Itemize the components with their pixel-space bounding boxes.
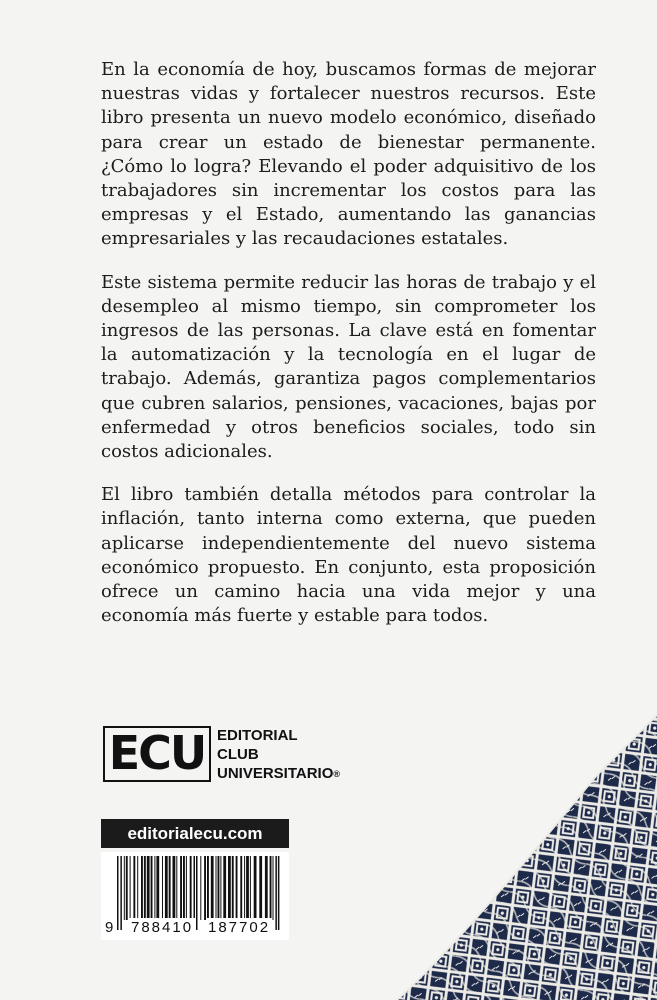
barcode-bar: [223, 856, 226, 920]
barcode-bar: [126, 856, 128, 920]
isbn-right-group: 187702: [208, 919, 271, 936]
publisher-name: [217, 726, 340, 784]
fabric-pattern-decoration: [397, 715, 657, 1000]
barcode-bar: [141, 856, 143, 920]
barcode-bar: [273, 856, 274, 920]
barcode-bar: [169, 856, 171, 920]
barcode-bar: [137, 856, 138, 920]
barcode-bar: [183, 856, 185, 920]
registered-mark: ®: [333, 769, 341, 779]
publisher-line-2: CLUB: [217, 746, 259, 763]
paragraph-3: El libro también detalla métodos para controlar la inflación, tanto interna como externa, que pueden aplicarse independientemente del nuevo sistema económico propuesto. En conjunto, esta proposición ofrece un camino hacia una vida mejor y una economía más fuerte y estable para todos.: [101, 484, 596, 627]
paragraph-1: En la economía de hoy, buscamos formas de mejorar nuestras vidas y fortalecer nuestros recursos. Este libro presenta un nuevo modelo económico, diseñado para crear un estado de bienestar permanente. ¿Cómo lo logra? Elevando el poder adquisitivo de los trabajadores sin incrementar los costos para las empresas y el Estado, aumentando las ganancias empresariales y las recaudaciones estatales.: [101, 59, 596, 250]
isbn-barcode: [101, 852, 289, 940]
barcode-bar: [165, 856, 168, 920]
barcode-bar: [156, 856, 159, 920]
barcode-bar: [218, 856, 220, 920]
barcode-bar: [120, 856, 122, 930]
publisher-line-1: EDITORIAL: [217, 727, 298, 744]
barcode-bar: [133, 856, 135, 920]
barcode-bar: [236, 856, 238, 920]
barcode-bar: [278, 856, 280, 930]
barcode-bar: [232, 856, 234, 920]
back-cover-text: [101, 58, 596, 647]
barcode-bar: [254, 856, 257, 920]
barcode-bar: [200, 856, 201, 920]
barcode-bar: [204, 856, 206, 920]
barcode-bar: [190, 856, 192, 920]
barcode-bar: [186, 856, 187, 920]
barcode-bar: [240, 856, 242, 920]
barcode-bar: [117, 856, 119, 930]
barcode-bar: [265, 856, 268, 920]
barcode-bar: [162, 856, 163, 920]
barcode-bar: [154, 856, 155, 920]
barcode-bar: [228, 856, 231, 920]
barcode-bar: [207, 856, 209, 920]
barcode-bar: [211, 856, 214, 920]
barcode-bar: [246, 856, 249, 920]
barcode-bar: [176, 856, 177, 920]
barcode-bar: [259, 856, 262, 920]
isbn-first-digit: 9: [105, 919, 114, 936]
paragraph-2: Este sistema permite reducir las horas de trabajo y el desempleo al mismo tiempo, sin comprometer los ingresos de las personas. La clave está en fomentar la automatización y la tecnología en el lugar de trabajo. Además, garantiza pagos complementarios que cubren salarios, pensiones, vacaciones, bajas por enfermedad y otros beneficios sociales, todo sin costos adicionales.: [101, 271, 596, 463]
barcode-bar: [151, 856, 153, 920]
barcode-bar: [173, 856, 176, 920]
publisher-website: editorialecu.com: [101, 819, 289, 848]
barcode-bar: [130, 856, 131, 920]
barcode-bar: [216, 856, 217, 920]
barcode-bar: [196, 856, 198, 930]
publisher-logo: [103, 726, 353, 784]
barcode-bar: [180, 856, 182, 920]
barcode-bar: [147, 856, 150, 920]
barcode-bar: [275, 856, 277, 930]
barcode-bar: [250, 856, 251, 920]
logo-mark: ECU: [103, 726, 211, 782]
barcode-bar: [124, 856, 125, 920]
barcode-bar: [270, 856, 272, 920]
barcode-bar: [220, 856, 221, 920]
publisher-line-3: UNIVERSITARIO: [217, 765, 334, 782]
barcode-bar: [244, 856, 245, 920]
barcode-bar: [144, 856, 146, 920]
isbn-left-group: 788410: [131, 919, 194, 936]
